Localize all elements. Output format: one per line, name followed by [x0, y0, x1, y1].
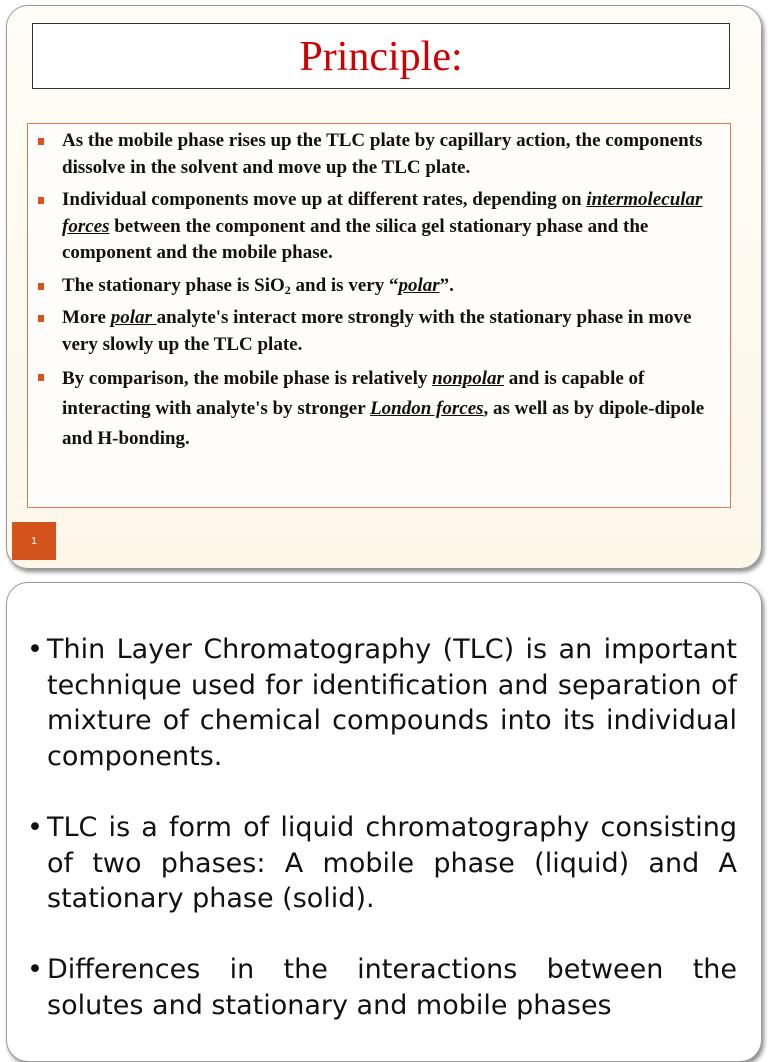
bullet-item: By comparison, the mobile phase is relatively nonpolar and is capable of interacting with analyte's by stronger London forces, as well as by dipole-dipole and H-bonding.	[36, 364, 720, 454]
principle-bullet-list	[36, 128, 720, 454]
slide-number-badge	[12, 522, 56, 560]
emphasis-text: polar	[398, 274, 440, 296]
subscript: 2	[284, 282, 291, 297]
emphasis-text: London forces	[370, 398, 484, 419]
bullet-item: The stationary phase is SiO$_2$ and is very “polar”.	[36, 273, 720, 300]
title-box	[32, 23, 730, 89]
bullet-item: As the mobile phase rises up the TLC plate by capillary action, the components dissolve in the solvent and move up the TLC plate.	[36, 128, 720, 181]
slide-tlc-intro	[6, 582, 762, 1062]
slide-principle	[6, 5, 762, 569]
emphasis-text: polar	[110, 307, 157, 328]
emphasis-text: intermolecular forces	[62, 189, 703, 237]
slide-number: 1	[31, 535, 37, 547]
bullet-item: • TLC is a form of liquid chromatography consisting of two phases: A mobile phase (liquid) and A stationary phase (solid).	[27, 810, 737, 917]
emphasis-text: nonpolar	[432, 368, 504, 389]
bullet-item: More polar analyte's interact more strongly with the stationary phase in move very slowly up the TLC plate.	[36, 305, 720, 358]
bullet-item: • Thin Layer Chromatography (TLC) is an important technique used for identification and separation of mixture of chemical compounds into its individual components.	[27, 632, 737, 775]
bullet-item: Individual components move up at different rates, depending on intermolecular forces between the component and the silica gel stationary phase and the component and the mobile phase.	[36, 187, 720, 267]
bullet-item: • Differences in the interactions between the solutes and stationary and mobile phases	[27, 952, 737, 1023]
slide-title: Principle:	[299, 34, 463, 80]
content-box	[27, 123, 731, 508]
intro-bullet-list	[27, 632, 737, 1058]
